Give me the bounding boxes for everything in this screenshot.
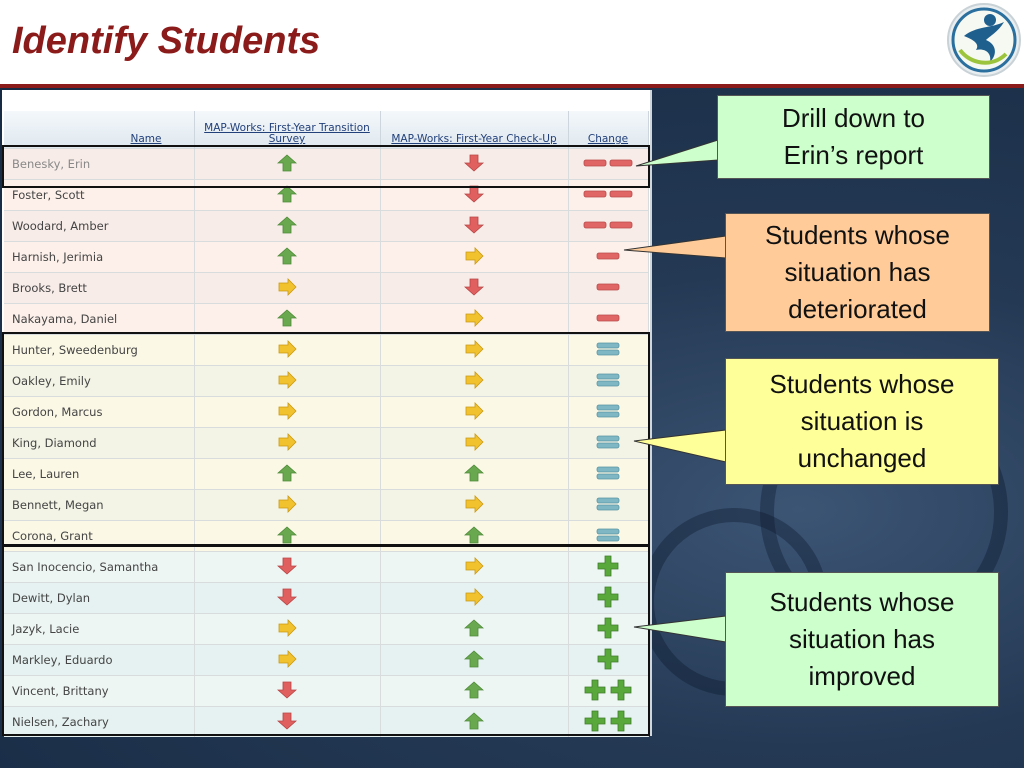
equal-icon: [596, 496, 620, 512]
checkup-cell: [380, 645, 568, 676]
equal-icon: [596, 465, 620, 481]
transition-survey-cell: [194, 428, 380, 459]
change-cell: [568, 273, 648, 304]
table-row[interactable]: [4, 614, 648, 645]
student-name-cell[interactable]: Jazyk, Lacie: [4, 614, 194, 645]
arrow-right-icon: [277, 433, 297, 451]
transition-survey-cell: [194, 614, 380, 645]
change-cell: [568, 707, 648, 738]
change-cell: [568, 211, 648, 242]
table-header-row: [4, 111, 648, 149]
arrow-right-icon: [277, 495, 297, 513]
equal-icon: [596, 372, 620, 388]
column-header-transition-survey[interactable]: MAP-Works: First-Year Transition Survey: [194, 111, 380, 149]
transition-survey-cell: [194, 273, 380, 304]
callout-unchanged-text: Students whose situation is unchanged: [769, 369, 955, 473]
arrow-down-icon: [277, 588, 297, 606]
table-row[interactable]: [4, 521, 648, 552]
table-row[interactable]: [4, 149, 648, 180]
checkup-cell: [380, 583, 568, 614]
equal-icon: [596, 527, 620, 543]
checkup-cell: [380, 397, 568, 428]
change-cell: [568, 180, 648, 211]
transition-survey-cell: [194, 180, 380, 211]
transition-survey-cell: [194, 242, 380, 273]
arrow-up-icon: [277, 464, 297, 482]
arrow-up-icon: [464, 681, 484, 699]
change-cell: [568, 304, 648, 335]
student-name-cell[interactable]: Foster, Scott: [4, 180, 194, 211]
arrow-down-icon: [464, 185, 484, 203]
table-row[interactable]: [4, 242, 648, 273]
arrow-down-icon: [464, 216, 484, 234]
arrow-up-icon: [277, 154, 297, 172]
table-body: [4, 149, 648, 738]
table-row[interactable]: [4, 490, 648, 521]
arrow-down-icon: [464, 154, 484, 172]
checkup-cell: [380, 366, 568, 397]
transition-survey-cell: [194, 490, 380, 521]
change-cell: [568, 614, 648, 645]
checkup-cell: [380, 490, 568, 521]
student-name-cell[interactable]: Markley, Eduardo: [4, 645, 194, 676]
slide-header: [0, 0, 1024, 84]
table-row[interactable]: [4, 552, 648, 583]
arrow-right-icon: [464, 495, 484, 513]
student-name-cell[interactable]: Harnish, Jerimia: [4, 242, 194, 273]
checkup-cell: [380, 180, 568, 211]
student-table-container: [4, 111, 648, 737]
arrow-right-icon: [464, 433, 484, 451]
change-cell: [568, 552, 648, 583]
mapworks-logo-icon: [946, 2, 1022, 78]
checkup-cell: [380, 335, 568, 366]
change-cell: [568, 242, 648, 273]
arrow-up-icon: [277, 216, 297, 234]
arrow-right-icon: [464, 340, 484, 358]
table-row[interactable]: [4, 676, 648, 707]
arrow-right-icon: [277, 278, 297, 296]
equal-icon: [596, 434, 620, 450]
arrow-up-icon: [277, 185, 297, 203]
student-name-cell[interactable]: Oakley, Emily: [4, 366, 194, 397]
student-name-cell[interactable]: Nakayama, Daniel: [4, 304, 194, 335]
student-name-cell[interactable]: Lee, Lauren: [4, 459, 194, 490]
table-row[interactable]: [4, 211, 648, 242]
table-row[interactable]: [4, 459, 648, 490]
arrow-up-icon: [464, 526, 484, 544]
arrow-right-icon: [464, 402, 484, 420]
arrow-up-icon: [277, 309, 297, 327]
column-header-change[interactable]: Change: [568, 111, 648, 149]
transition-survey-cell: [194, 459, 380, 490]
checkup-cell: [380, 273, 568, 304]
double-minus-icon: [583, 220, 633, 230]
plus-icon: [597, 648, 619, 670]
callout-drill-down: [717, 95, 990, 179]
slide-title: Identify Students: [12, 20, 321, 62]
student-name-cell[interactable]: Corona, Grant: [4, 521, 194, 552]
transition-survey-cell: [194, 335, 380, 366]
checkup-cell: [380, 707, 568, 738]
callout-unchanged: [725, 358, 999, 485]
equal-icon: [596, 341, 620, 357]
table-row[interactable]: [4, 335, 648, 366]
callout-improved-text: Students whose situation has improved: [769, 587, 955, 691]
arrow-right-icon: [277, 402, 297, 420]
checkup-cell: [380, 428, 568, 459]
change-cell: [568, 676, 648, 707]
checkup-cell: [380, 676, 568, 707]
change-cell: [568, 645, 648, 676]
arrow-right-icon: [464, 371, 484, 389]
change-cell: [568, 521, 648, 552]
arrow-right-icon: [464, 557, 484, 575]
arrow-up-icon: [464, 712, 484, 730]
student-name-cell[interactable]: Gordon, Marcus: [4, 397, 194, 428]
transition-survey-cell: [194, 552, 380, 583]
transition-survey-cell: [194, 676, 380, 707]
double-minus-icon: [583, 189, 633, 199]
change-cell: [568, 149, 648, 180]
transition-survey-cell: [194, 211, 380, 242]
change-cell: [568, 490, 648, 521]
table-row[interactable]: [4, 707, 648, 738]
arrow-right-icon: [277, 340, 297, 358]
checkup-cell: [380, 614, 568, 645]
callout-deteriorated-text: Students whose situation has deteriorated: [764, 220, 950, 324]
checkup-cell: [380, 242, 568, 273]
student-name-cell[interactable]: Vincent, Brittany: [4, 676, 194, 707]
table-row[interactable]: [4, 428, 648, 459]
minus-icon: [596, 282, 620, 292]
change-cell: [568, 459, 648, 490]
checkup-cell: [380, 149, 568, 180]
transition-survey-cell: [194, 397, 380, 428]
column-header-name[interactable]: Name: [4, 111, 194, 149]
table-row[interactable]: [4, 304, 648, 335]
student-name-cell[interactable]: Brooks, Brett: [4, 273, 194, 304]
transition-survey-cell: [194, 645, 380, 676]
change-cell: [568, 583, 648, 614]
student-name-cell[interactable]: Hunter, Sweedenburg: [4, 335, 194, 366]
arrow-right-icon: [464, 309, 484, 327]
callout-improved: [725, 572, 999, 707]
arrow-up-icon: [277, 526, 297, 544]
arrow-down-icon: [277, 557, 297, 575]
table-row[interactable]: [4, 366, 648, 397]
transition-survey-cell: [194, 521, 380, 552]
minus-icon: [596, 313, 620, 323]
arrow-up-icon: [464, 650, 484, 668]
arrow-right-icon: [277, 619, 297, 637]
double-plus-icon: [584, 679, 632, 701]
arrow-right-icon: [464, 247, 484, 265]
plus-icon: [597, 586, 619, 608]
column-header-checkup[interactable]: MAP-Works: First-Year Check-Up: [380, 111, 568, 149]
minus-icon: [596, 251, 620, 261]
student-name-cell[interactable]: Woodard, Amber: [4, 211, 194, 242]
table-row[interactable]: [4, 180, 648, 211]
arrow-right-icon: [464, 588, 484, 606]
checkup-cell: [380, 459, 568, 490]
checkup-cell: [380, 211, 568, 242]
checkup-cell: [380, 521, 568, 552]
arrow-up-icon: [464, 619, 484, 637]
double-plus-icon: [584, 710, 632, 732]
checkup-cell: [380, 552, 568, 583]
transition-survey-cell: [194, 304, 380, 335]
change-cell: [568, 335, 648, 366]
student-name-cell[interactable]: Benesky, Erin: [4, 149, 194, 180]
table-row[interactable]: [4, 645, 648, 676]
plus-icon: [597, 617, 619, 639]
table-row[interactable]: [4, 583, 648, 614]
student-name-cell[interactable]: King, Diamond: [4, 428, 194, 459]
callout-deteriorated: [725, 213, 990, 332]
table-row[interactable]: [4, 273, 648, 304]
plus-icon: [597, 555, 619, 577]
arrow-right-icon: [277, 650, 297, 668]
arrow-down-icon: [464, 278, 484, 296]
student-name-cell[interactable]: Nielsen, Zachary: [4, 707, 194, 738]
transition-survey-cell: [194, 366, 380, 397]
change-cell: [568, 397, 648, 428]
double-minus-icon: [583, 158, 633, 168]
transition-survey-cell: [194, 583, 380, 614]
transition-survey-cell: [194, 707, 380, 738]
arrow-down-icon: [277, 712, 297, 730]
arrow-down-icon: [277, 681, 297, 699]
student-name-cell[interactable]: San Inocencio, Samantha: [4, 552, 194, 583]
change-cell: [568, 428, 648, 459]
callout-drill-down-text: Drill down to Erin’s report: [781, 103, 926, 170]
table-row[interactable]: [4, 397, 648, 428]
equal-icon: [596, 403, 620, 419]
arrow-right-icon: [277, 371, 297, 389]
student-name-cell[interactable]: Dewitt, Dylan: [4, 583, 194, 614]
student-name-cell[interactable]: Bennett, Megan: [4, 490, 194, 521]
arrow-up-icon: [277, 247, 297, 265]
change-cell: [568, 366, 648, 397]
student-table: [4, 111, 649, 737]
checkup-cell: [380, 304, 568, 335]
arrow-up-icon: [464, 464, 484, 482]
transition-survey-cell: [194, 149, 380, 180]
